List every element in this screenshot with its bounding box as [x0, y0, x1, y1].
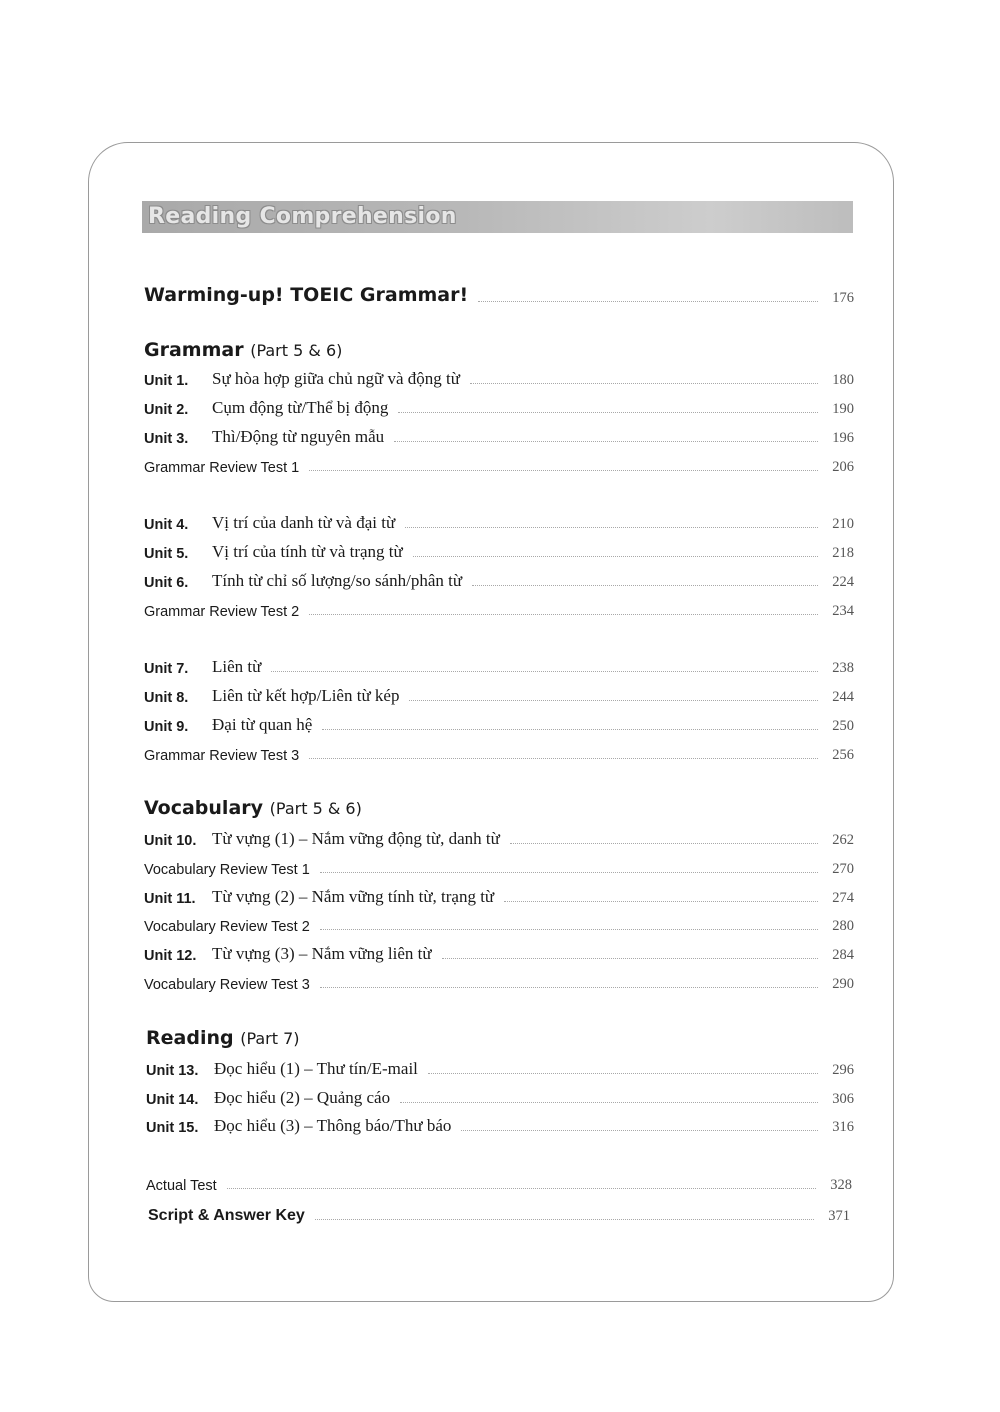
unit-title: Vị trí của danh từ và đại từ	[212, 513, 396, 532]
dot-leader	[504, 900, 818, 902]
toc-entry[interactable]	[144, 655, 854, 677]
unit-number: Unit 10.	[144, 833, 197, 849]
page-number: 296	[832, 1062, 854, 1078]
page-number: 180	[832, 372, 854, 388]
unit-number: Unit 8.	[144, 690, 189, 706]
review-title: Vocabulary Review Test 2	[144, 919, 310, 935]
page-number: 218	[832, 545, 854, 561]
toc-entry[interactable]	[144, 425, 854, 447]
review-title: Grammar Review Test 1	[144, 460, 300, 476]
unit-title: Đọc hiểu (3) – Thông báo/Thư báo	[214, 1116, 452, 1135]
dot-leader	[271, 670, 818, 672]
page-number: 224	[832, 574, 854, 590]
page-number: 238	[832, 660, 854, 676]
toc-entry[interactable]	[144, 684, 854, 706]
review-title: Vocabulary Review Test 3	[144, 977, 310, 993]
section-banner	[142, 201, 853, 233]
dot-leader	[309, 613, 818, 615]
page-number: 274	[832, 890, 854, 906]
heading-text: Vocabulary	[144, 797, 264, 819]
toc-entry[interactable]	[144, 367, 854, 389]
unit-title: Sự hòa hợp giữa chủ ngữ và động từ	[212, 369, 460, 388]
dot-leader	[400, 1101, 818, 1103]
dot-leader	[409, 699, 818, 701]
dot-leader	[320, 928, 818, 930]
warmup-title: Warming-up! TOEIC Grammar!	[144, 284, 469, 306]
toc-entry[interactable]	[146, 1086, 854, 1108]
toc-entry[interactable]	[144, 511, 854, 533]
page-number: 284	[832, 947, 854, 963]
dot-leader	[405, 526, 818, 528]
toc-entry-actual-test[interactable]	[146, 1172, 852, 1194]
unit-title: Cụm động từ/Thể bị động	[212, 398, 389, 417]
toc-entry[interactable]	[144, 540, 854, 562]
dot-leader	[478, 300, 818, 302]
dot-leader	[398, 411, 818, 413]
toc-entry[interactable]	[144, 885, 854, 907]
page-number: 206	[832, 459, 854, 475]
unit-number: Unit 11.	[144, 891, 196, 907]
unit-number: Unit 4.	[144, 517, 189, 533]
unit-title: Đại từ quan hệ	[212, 715, 313, 734]
dot-leader	[510, 842, 818, 844]
unit-title: Từ vựng (1) – Nắm vững động từ, danh từ	[212, 829, 500, 848]
dot-leader	[428, 1072, 818, 1074]
toc-entry-review[interactable]	[144, 971, 854, 993]
toc-entry-review[interactable]	[144, 856, 854, 878]
unit-number: Unit 15.	[146, 1120, 199, 1136]
unit-number: Unit 1.	[144, 373, 189, 389]
unit-number: Unit 12.	[144, 948, 197, 964]
heading-text: Reading	[146, 1027, 234, 1049]
dot-leader	[320, 871, 818, 873]
toc-entry-warmup[interactable]	[144, 281, 854, 307]
dot-leader	[227, 1187, 816, 1189]
page-number: 262	[832, 832, 854, 848]
unit-title: Liên từ kết hợp/Liên từ kép	[212, 686, 400, 705]
unit-number: Unit 5.	[144, 546, 189, 562]
dot-leader	[309, 757, 818, 759]
section-heading-grammar	[144, 338, 342, 363]
dot-leader	[470, 382, 818, 384]
unit-number: Unit 13.	[146, 1063, 199, 1079]
toc-entry[interactable]	[144, 569, 854, 591]
unit-number: Unit 6.	[144, 575, 189, 591]
unit-number: Unit 3.	[144, 431, 189, 447]
unit-title: Đọc hiểu (2) – Quảng cáo	[214, 1088, 391, 1107]
script-answer-key-title: Script & Answer Key	[148, 1207, 305, 1224]
page-number: 250	[832, 718, 854, 734]
unit-title: Vị trí của tính từ và trạng từ	[212, 542, 403, 561]
toc-entry-script-answer-key[interactable]	[148, 1203, 850, 1225]
unit-title: Thì/Động từ nguyên mẫu	[212, 427, 385, 446]
unit-title: Từ vựng (2) – Nắm vững tính từ, trạng từ	[212, 887, 495, 906]
section-heading-reading	[146, 1026, 300, 1051]
page-number: 210	[832, 516, 854, 532]
review-title: Vocabulary Review Test 1	[144, 862, 310, 878]
toc-entry[interactable]	[144, 713, 854, 735]
page-number: 244	[832, 689, 854, 705]
toc-entry[interactable]	[146, 1057, 854, 1079]
unit-title: Tính từ chỉ số lượng/so sánh/phân từ	[212, 571, 463, 590]
page-number: 190	[832, 401, 854, 417]
page-number: 316	[832, 1119, 854, 1135]
toc-entry-review[interactable]	[144, 913, 854, 935]
review-title: Grammar Review Test 3	[144, 748, 300, 764]
page-number: 290	[832, 976, 854, 992]
heading-sub: (Part 7)	[240, 1029, 300, 1048]
page-number: 176	[832, 290, 854, 306]
dot-leader	[309, 469, 818, 471]
page-number: 270	[832, 861, 854, 877]
unit-title: Đọc hiểu (1) – Thư tín/E-mail	[214, 1059, 418, 1078]
actual-test-title: Actual Test	[146, 1178, 217, 1194]
toc-entry[interactable]	[144, 396, 854, 418]
dot-leader	[461, 1129, 818, 1131]
page-number: 306	[832, 1091, 854, 1107]
dot-leader	[394, 440, 818, 442]
toc-entry[interactable]	[146, 1114, 854, 1136]
dot-leader	[472, 584, 818, 586]
unit-title: Liên từ	[212, 657, 262, 676]
review-title: Grammar Review Test 2	[144, 604, 300, 620]
page-number: 196	[832, 430, 854, 446]
unit-number: Unit 7.	[144, 661, 189, 677]
heading-text: Grammar	[144, 339, 244, 361]
toc-entry-review[interactable]	[144, 454, 854, 476]
banner-title: Reading Comprehension	[148, 204, 457, 229]
toc-entry-review[interactable]	[144, 598, 854, 620]
heading-sub: (Part 5 & 6)	[269, 799, 362, 818]
unit-number: Unit 9.	[144, 719, 189, 735]
section-heading-vocabulary	[144, 796, 362, 821]
dot-leader	[413, 555, 818, 557]
unit-number: Unit 2.	[144, 402, 189, 418]
unit-number: Unit 14.	[146, 1092, 199, 1108]
dot-leader	[320, 986, 818, 988]
toc-entry[interactable]	[144, 827, 854, 849]
unit-title: Từ vựng (3) – Nắm vững liên từ	[212, 944, 432, 963]
page-number: 234	[832, 603, 854, 619]
dot-leader	[442, 957, 818, 959]
heading-sub: (Part 5 & 6)	[250, 341, 343, 360]
page-number: 328	[830, 1177, 852, 1193]
dot-leader	[322, 728, 818, 730]
page-number: 371	[828, 1208, 850, 1224]
dot-leader	[315, 1218, 814, 1220]
toc-entry-review[interactable]	[144, 742, 854, 764]
page-number: 256	[832, 747, 854, 763]
toc-entry[interactable]	[144, 942, 854, 964]
page-number: 280	[832, 918, 854, 934]
